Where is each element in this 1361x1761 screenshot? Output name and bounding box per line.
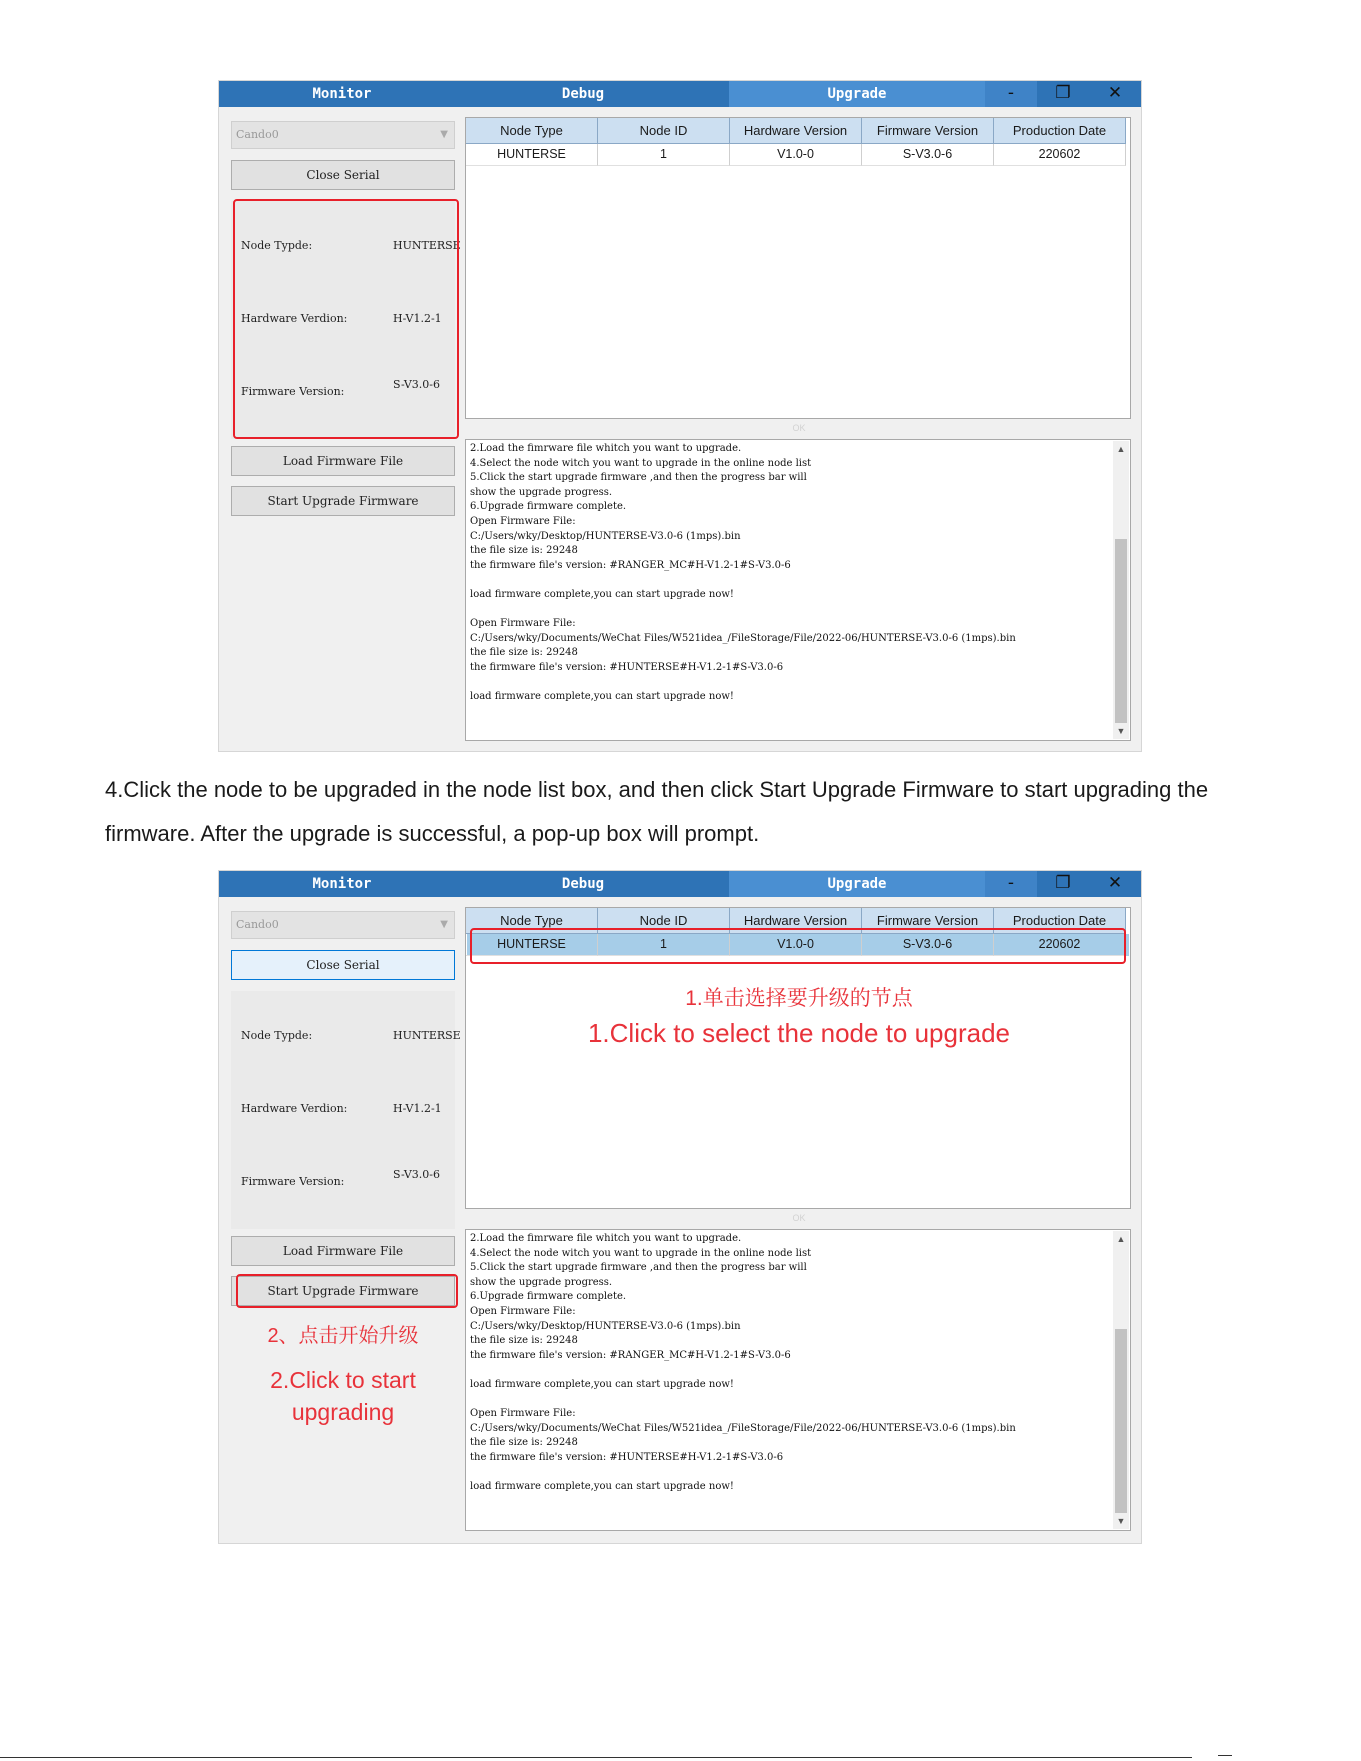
cell-node-id[interactable]: 1 xyxy=(598,144,730,166)
scroll-thumb[interactable] xyxy=(1115,539,1127,723)
log-scrollbar[interactable] xyxy=(1113,1231,1129,1529)
column-header-hardware-version[interactable]: Hardware Version xyxy=(730,908,862,934)
scroll-up-icon[interactable]: ▲ xyxy=(1116,444,1126,454)
cell-hardware-version[interactable]: V1.0-0 xyxy=(730,144,862,166)
node-type-value: HUNTERSE xyxy=(393,239,461,252)
column-header-hardware-version[interactable]: Hardware Version xyxy=(730,118,862,144)
node-list-table[interactable] xyxy=(465,907,1131,1209)
footer-dash xyxy=(1218,1755,1232,1756)
chevron-down-icon: ▼ xyxy=(440,129,448,140)
cell-firmware-version[interactable]: S-V3.0-6 xyxy=(862,934,994,956)
annotation-start-en-line1: 2.Click to start xyxy=(270,1367,416,1393)
instruction-paragraph: 4.Click the node to be upgraded in the node list box, and then click Start Upgrade Firmware to start upgrading the firmware. After the upgrade is successful, a pop-up box will prompt. xyxy=(105,777,1209,846)
cell-production-date[interactable]: 220602 xyxy=(994,934,1126,956)
annotation-start-en-line2: upgrading xyxy=(291,1399,395,1425)
start-upgrade-button[interactable]: Start Upgrade Firmware xyxy=(231,486,455,516)
log-scrollbar[interactable] xyxy=(1113,441,1129,739)
can-port-select[interactable] xyxy=(231,911,455,939)
progress-ok-label: OK xyxy=(792,423,806,433)
log-output[interactable] xyxy=(465,439,1131,741)
footer-rule xyxy=(0,1757,1192,1758)
cell-hardware-version[interactable]: V1.0-0 xyxy=(730,934,862,956)
can-port-value: Cando0 xyxy=(236,918,279,931)
tab-debug[interactable]: Debug xyxy=(561,876,605,892)
cell-node-id[interactable]: 1 xyxy=(598,934,730,956)
tab-upgrade[interactable]: Upgrade xyxy=(729,871,985,897)
restore-icon[interactable]: ❐ xyxy=(1055,83,1071,103)
node-type-label: Node Typde: xyxy=(241,239,313,252)
hardware-version-label: Hardware Verdion: xyxy=(241,1102,348,1115)
tab-monitor[interactable]: Monitor xyxy=(312,86,372,102)
scroll-up-icon[interactable]: ▲ xyxy=(1116,1234,1126,1244)
hardware-version-value: H-V1.2-1 xyxy=(393,1102,442,1115)
restore-icon[interactable]: ❐ xyxy=(1055,873,1071,893)
load-firmware-button[interactable]: Load Firmware File xyxy=(231,446,455,476)
column-header-firmware-version[interactable]: Firmware Version xyxy=(862,908,994,934)
minimize-icon[interactable]: - xyxy=(985,871,1037,897)
scroll-down-icon[interactable]: ▼ xyxy=(1116,726,1126,736)
column-header-production-date[interactable]: Production Date xyxy=(994,118,1126,144)
start-upgrade-highlight xyxy=(236,1274,458,1308)
scroll-down-icon[interactable]: ▼ xyxy=(1116,1516,1126,1526)
annotation-select-en: 1.Click to select the node to upgrade xyxy=(587,1018,1011,1048)
close-icon[interactable]: ✕ xyxy=(1107,873,1123,893)
title-bar xyxy=(219,81,1141,107)
screenshot-1 xyxy=(218,80,1142,752)
column-header-production-date[interactable]: Production Date xyxy=(994,908,1126,934)
selected-row-red-highlight xyxy=(470,928,1126,964)
screenshot-2 xyxy=(218,870,1142,1544)
node-type-value: HUNTERSE xyxy=(393,1029,461,1042)
close-icon[interactable]: ✕ xyxy=(1107,83,1123,103)
firmware-version-label: Firmware Version: xyxy=(241,1175,345,1188)
hardware-version-label: Hardware Verdion: xyxy=(241,312,348,325)
column-header-firmware-version[interactable]: Firmware Version xyxy=(862,118,994,144)
log-text: 2.Load the fimrware file whitch you want to upgrade. 4.Select the node witch you want to upgrade in the online node list 5.Click the start upgrade firmware ,and then the progress bar will show the upgrade progress. 6.Upgrade firmware complete. Open Firmware File: C:/Users/wky/Desktop/HUNTERSE-V3.0-6 (1mps).bin the file size is: 29248 the firmware file's version: #RANGER_MC#H-V1.2-1#S-V3.0-6 load firmware complete,you can start upgrade now! Open Firmware File: C:/Users/wky/Documents/WeChat Files/W521idea_/FileStorage/File/2022-06/HUNTERSE-V3.0-6 (1mps).bin the file size is: 29248 the firmware file's version: #HUNTERSE#H-V1.2-1#S-V3.0-6 load firmware complete,you can start upgrade now! xyxy=(470,1233,1016,1493)
firmware-version-label: Firmware Version: xyxy=(241,385,345,398)
annotation-start-cn: 2、点击开始升级 xyxy=(267,1325,419,1347)
title-bar xyxy=(219,871,1141,897)
log-text: 2.Load the fimrware file whitch you want to upgrade. 4.Select the node witch you want to upgrade in the online node list 5.Click the start upgrade firmware ,and then the progress bar will show the upgrade progress. 6.Upgrade firmware complete. Open Firmware File: C:/Users/wky/Desktop/HUNTERSE-V3.0-6 (1mps).bin the file size is: 29248 the firmware file's version: #RANGER_MC#H-V1.2-1#S-V3.0-6 load firmware complete,you can start upgrade now! Open Firmware File: C:/Users/wky/Documents/WeChat Files/W521idea_/FileStorage/File/2022-06/HUNTERSE-V3.0-6 (1mps).bin the file size is: 29248 the firmware file's version: #HUNTERSE#H-V1.2-1#S-V3.0-6 load firmware complete,you can start upgrade now! xyxy=(470,443,1016,703)
hardware-version-value: H-V1.2-1 xyxy=(393,312,442,325)
tab-debug[interactable]: Debug xyxy=(561,86,605,102)
node-info-highlight xyxy=(233,199,459,439)
close-serial-button[interactable]: Close Serial xyxy=(231,160,455,190)
column-header-node-type[interactable]: Node Type xyxy=(466,118,598,144)
can-port-select[interactable] xyxy=(231,121,455,149)
chevron-down-icon: ▼ xyxy=(440,919,448,930)
start-upgrade-button[interactable]: Start Upgrade Firmware xyxy=(231,1276,455,1306)
log-output[interactable] xyxy=(465,1229,1131,1531)
cell-firmware-version[interactable]: S-V3.0-6 xyxy=(862,144,994,166)
node-type-label: Node Typde: xyxy=(241,1029,313,1042)
can-port-value: Cando0 xyxy=(236,128,279,141)
cell-node-type[interactable]: HUNTERSE xyxy=(466,934,598,956)
minimize-icon[interactable]: - xyxy=(985,81,1037,107)
column-header-node-id[interactable]: Node ID xyxy=(598,118,730,144)
annotation-select-cn: 1.单击选择要升级的节点 xyxy=(685,987,913,1010)
node-info-panel xyxy=(231,991,461,1229)
firmware-version-value: S-V3.0-6 xyxy=(393,1168,441,1181)
scroll-thumb[interactable] xyxy=(1115,1329,1127,1513)
column-header-node-id[interactable]: Node ID xyxy=(598,908,730,934)
tab-monitor[interactable]: Monitor xyxy=(312,876,372,892)
firmware-version-value: S-V3.0-6 xyxy=(393,378,441,391)
tab-upgrade[interactable]: Upgrade xyxy=(729,81,985,107)
cell-production-date[interactable]: 220602 xyxy=(994,144,1126,166)
node-list-table[interactable] xyxy=(465,117,1131,419)
load-firmware-button[interactable]: Load Firmware File xyxy=(231,1236,455,1266)
close-serial-button[interactable]: Close Serial xyxy=(231,950,455,980)
cell-node-type[interactable]: HUNTERSE xyxy=(466,144,598,166)
column-header-node-type[interactable]: Node Type xyxy=(466,908,598,934)
progress-ok-label: OK xyxy=(792,1213,806,1223)
